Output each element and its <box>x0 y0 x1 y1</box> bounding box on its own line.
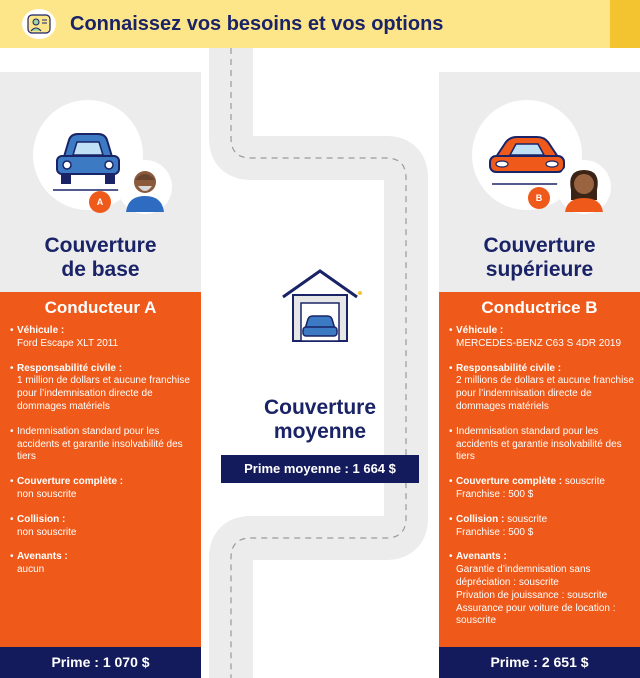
list-item: • Véhicule : MERCEDES-BENZ C63 S 4DR 2019 <box>449 325 637 351</box>
woman-avatar-icon <box>557 160 611 214</box>
premium-b: Prime : 2 651 $ <box>439 647 640 678</box>
driver-a-details <box>10 325 198 589</box>
heading-average-coverage: Couverture moyenne <box>263 396 377 443</box>
page-title: Connaissez vos besoins et vos options <box>70 13 444 35</box>
premium-a: Prime : 1 070 $ <box>0 647 201 678</box>
man-avatar-icon <box>118 160 172 214</box>
column-superior-coverage <box>439 72 640 678</box>
list-item: • Responsabilité civile : 1 million de dollars et aucune franchise pour l’indemnisation directe de dommages matériels <box>10 363 198 414</box>
list-item: • Avenants : Garantie d’indemnisation sans dépréciation : souscrite Privation de jouissance : souscrite Assurance pour voiture de location : souscrite <box>449 551 637 628</box>
heading-superior-coverage: Couverture supérieure <box>483 234 596 281</box>
garage-car-icon <box>265 253 375 363</box>
header-accent <box>610 0 640 48</box>
driver-b-details <box>449 325 637 640</box>
badge-b: B <box>528 187 550 209</box>
heading-basic-coverage: Couverture de base <box>44 234 157 281</box>
garage-circle <box>265 253 375 363</box>
list-item: • Couverture complète : non souscrite <box>10 476 198 502</box>
header-badge-icon <box>22 9 56 39</box>
header-banner <box>0 0 640 48</box>
column-basic-coverage <box>0 72 201 678</box>
list-item: • Collision : non souscrite <box>10 514 198 540</box>
list-item: • Véhicule : Ford Escape XLT 2011 <box>10 325 198 351</box>
list-item: • Indemnisation standard pour les accidents et garantie insolvabilité des tiers <box>449 426 637 464</box>
list-item: • Avenants : aucun <box>10 551 198 577</box>
driver-b-name: Conductrice B <box>481 298 598 317</box>
average-premium: Prime moyenne : 1 664 $ <box>221 455 419 483</box>
list-item: • Couverture complète : souscrite Franchise : 500 $ <box>449 476 637 502</box>
badge-a: A <box>89 191 111 213</box>
list-item: • Responsabilité civile : 2 millions de dollars et aucune franchise pour l’indemnisation directe de dommages matériels <box>449 363 637 414</box>
list-item: • Indemnisation standard pour les accidents et garantie insolvabilité des tiers <box>10 426 198 464</box>
driver-a-name: Conducteur A <box>44 298 157 317</box>
list-item: • Collision : souscrite Franchise : 500 $ <box>449 514 637 540</box>
